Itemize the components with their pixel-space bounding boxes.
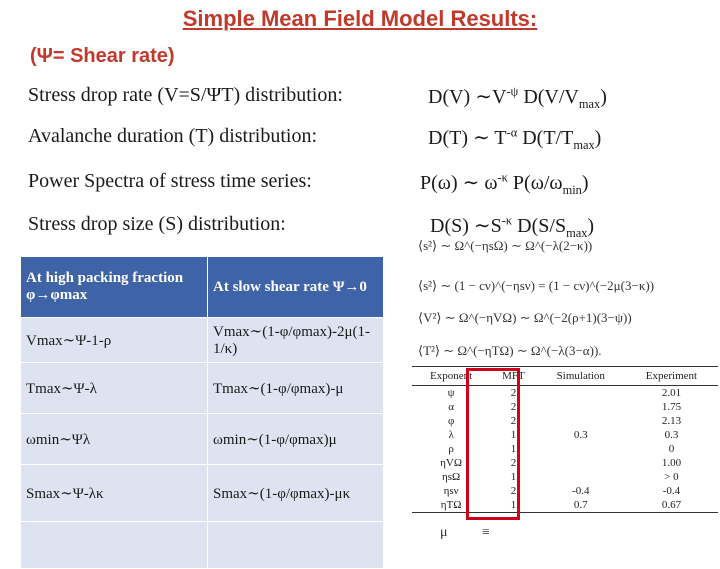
exp-mft: 1 [490,498,536,513]
exp-symbol: ρ [448,443,454,455]
slide-title: Simple Mean Field Model Results: [182,6,538,31]
exp-experiment: 1.75 [661,401,682,413]
exp-mft: 2 [510,485,517,497]
exp-symbol: α [448,401,454,413]
distribution-formula-v: D(V) $\sim V^{-\psi}$ $D(V/V_{max})$ [428,84,607,111]
exp-experiment: 2.01 [661,387,682,399]
table-row [412,414,718,428]
exp-sim [537,456,625,470]
table-row [412,456,718,470]
equation-s2-omega: ⟨s²⟩ ∼ Ω^(−ηsΩ) ∼ Ω^(−λ(2−κ)) [418,238,593,253]
cell-smax-shear: Smax∼Ψ-λκ [21,465,208,522]
cell-omegamin-packing: ωmin∼(1-φ/φmax)μ [208,414,384,465]
exp-header-experiment: Experiment [625,367,718,386]
exp-mft: 2 [510,457,517,469]
exp-sim: 0.7 [537,498,625,513]
table-row [412,470,718,484]
distribution-label-t: Avalanche duration (T) distribution: [28,125,317,147]
distribution-label-s: Stress drop size (S) distribution: [28,213,286,235]
exp-symbol: ηsΩ [442,471,461,483]
cell-vmax-packing: Vmax∼(1-φ/φmax)-2μ(1-1/κ) [208,318,384,363]
exp-mft: 2 [510,387,517,399]
exp-experiment: 0.3 [664,429,679,441]
exponent-table-wrapper [412,366,718,518]
distribution-label-omega: Power Spectra of stress time series: [28,170,312,192]
exp-sim: -0.4 [572,485,590,497]
shear-rate-note: (Ψ= Shear rate) [30,45,175,67]
cell-empty [21,522,208,569]
cell-tmax-packing: Tmax∼(1-φ/φmax)-μ [208,363,384,414]
exp-symbol: ψ [447,387,455,399]
exp-sim: 0.3 [573,429,588,441]
distribution-formula-omega: P(ω) ∼ $\omega^{-\kappa}$ $P(\omega/\omega_{min})$ [420,170,589,197]
exp-mft: 2 [510,415,517,427]
exp-mft: 1 [510,471,517,483]
exp-header-simulation: Simulation [537,367,625,386]
table-row [412,386,718,401]
cell-empty [208,522,384,569]
exp-sim [537,386,625,401]
exp-experiment: 0 [668,443,675,455]
bottom-glyph-mu: μ [440,525,448,540]
equation-s2-nu: ⟨s²⟩ ∼ (1 − cν)^(−ηsν) = (1 − cν)^(−2μ(3−κ)) [418,278,655,293]
bottom-glyph-equiv: ≡ [482,525,490,540]
exp-experiment: 0.67 [625,498,718,513]
exp-sim [537,414,625,428]
cell-tmax-shear: Tmax∼Ψ-λ [21,363,208,414]
cell-vmax-shear: Vmax∼Ψ-1-ρ [21,318,208,363]
equation-v2-omega: ⟨V²⟩ ∼ Ω^(−ηVΩ) ∼ Ω^(−2(ρ+1)(3−ψ)) [418,310,632,325]
scaling-table [20,256,384,569]
exp-symbol: ηsν [443,485,459,497]
table-row [412,428,718,442]
exp-symbol: φ [447,415,455,427]
exp-mft: 1 [510,443,517,455]
exp-experiment: > 0 [664,471,679,483]
exp-sim [537,470,625,484]
table-row [412,442,718,456]
table-row [412,484,718,498]
exp-symbol: λ [448,429,454,441]
exp-mft: 1 [510,429,517,441]
header-shear-rate: At slow shear rate Ψ→0 [208,257,384,318]
exp-experiment: 1.00 [661,457,682,469]
exp-symbol: ηTΩ [412,498,490,513]
equation-t2-omega: ⟨T²⟩ ∼ Ω^(−ηTΩ) ∼ Ω^(−λ(3−α)). [418,343,602,358]
exp-header-mft: MFT [490,367,536,386]
distribution-formula-t: D(T) ∼ $T^{-\alpha}$ $D(T/T_{max})$ [428,125,602,152]
table-row [412,400,718,414]
exp-mft: 2 [510,401,517,413]
exp-symbol: ηVΩ [440,457,463,469]
exp-sim [537,400,625,414]
distribution-formula-s: D(S) $\sim S^{-\kappa}$ $D(S/S_{max})$ [430,213,595,240]
exponent-table [412,366,718,513]
exp-sim [537,442,625,456]
mft-highlight-box [466,368,520,520]
cell-omegamin-shear: ωmin∼Ψλ [21,414,208,465]
exp-experiment: 2.13 [661,415,682,427]
exp-experiment: -0.4 [662,485,681,497]
header-packing-fraction: At high packing fraction φ→φmax [21,257,208,318]
distribution-label-v: Stress drop rate (V=S/ΨT) distribution: [28,84,343,106]
cell-smax-packing: Smax∼(1-φ/φmax)-μκ [208,465,384,522]
table-row [412,498,718,513]
exp-header-exponent: Exponent [412,367,490,386]
